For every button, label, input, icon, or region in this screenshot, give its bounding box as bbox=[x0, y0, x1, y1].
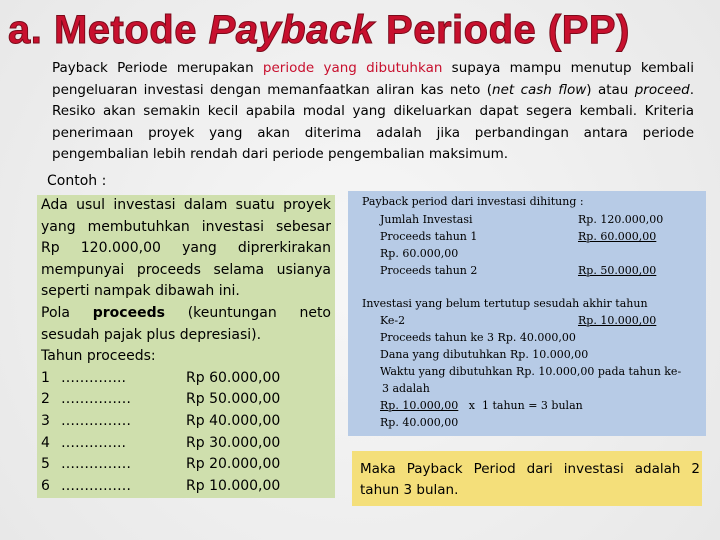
calc-value-year-2: Rp. 10.000,00 bbox=[578, 314, 657, 327]
calc-label-proceeds-1: Proceeds tahun 1 bbox=[380, 230, 478, 243]
calc-uncovered-label: Investasi yang belum tertutup sesudah akhir tahun bbox=[362, 297, 648, 310]
row-year: 6 bbox=[41, 477, 50, 494]
row-year: 3 bbox=[41, 412, 50, 429]
row-year: 4 bbox=[41, 434, 50, 451]
pattern-term-proceeds: proceeds bbox=[92, 304, 165, 321]
row-year: 2 bbox=[41, 391, 50, 408]
calc-time-needed: Waktu yang dibutuhkan Rp. 10.000,00 pada tahun ke- bbox=[380, 365, 682, 378]
calc-fraction-numerator: Rp. 10.000,00 bbox=[380, 399, 459, 412]
row-dots: …………… bbox=[61, 477, 131, 494]
intro-text-3: ) atau bbox=[586, 81, 635, 98]
calc-value-investment: Rp. 120.000,00 bbox=[578, 213, 664, 226]
calc-value-proceeds-2: Rp. 50.000,00 bbox=[578, 264, 657, 277]
proceeds-row bbox=[41, 433, 331, 455]
proceeds-row bbox=[41, 454, 331, 476]
intro-term-net-cash-flow: net cash flow bbox=[492, 81, 587, 98]
example-paragraph: Ada usul investasi dalam suatu proyek yang membutuhkan investasi sebesar Rp 120.000,00 yang diprerkirakan mempunyai proceeds selama usianya seperti nampak dibawah ini. bbox=[41, 197, 331, 300]
row-year: 1 bbox=[41, 369, 50, 386]
intro-paragraph bbox=[52, 58, 694, 166]
row-value: Rp 30.000,00 bbox=[186, 434, 281, 451]
calc-label-investment: Jumlah Investasi bbox=[380, 213, 473, 226]
row-value: Rp 40.000,00 bbox=[186, 412, 281, 429]
calc-label-year-2: Ke-2 bbox=[380, 314, 406, 327]
intro-highlight: periode yang dibutuhkan bbox=[262, 60, 443, 76]
proceeds-row bbox=[41, 389, 331, 411]
calc-fraction bbox=[380, 398, 583, 415]
row-dots: ………….. bbox=[61, 434, 126, 451]
calc-label-proceeds-2: Proceeds tahun 2 bbox=[380, 264, 478, 277]
row-value: Rp 10.000,00 bbox=[186, 477, 281, 494]
row-value: Rp 50.000,00 bbox=[186, 391, 281, 408]
calc-funds-needed: Dana yang dibutuhkan Rp. 10.000,00 bbox=[380, 348, 589, 361]
page-title bbox=[8, 2, 630, 58]
example-text bbox=[41, 195, 331, 497]
intro-text-4: . Resiko akan semakin kecil apabila modal yang dikeluarkan dapat segera kembali. Kriteria penerimaan proyek yang akan diterima adalah jika perbandingan antara periode pengembalian lebih rendah dari periode pengembalian maksimum. bbox=[52, 81, 695, 163]
calc-fraction-denominator: Rp. 40.000,00 bbox=[380, 416, 459, 429]
row-dots: …………… bbox=[61, 412, 131, 429]
row-dots: ………….. bbox=[61, 369, 126, 386]
example-panel bbox=[37, 195, 335, 498]
calc-remaining-1: Rp. 60.000,00 bbox=[380, 247, 459, 260]
calculation-panel bbox=[348, 191, 706, 436]
calc-proceeds-3: Proceeds tahun ke 3 Rp. 40.000,00 bbox=[380, 331, 576, 344]
intro-term-proceed: proceed bbox=[634, 81, 690, 98]
row-dots: …………… bbox=[61, 456, 131, 473]
proceeds-row bbox=[41, 368, 331, 390]
proceeds-row bbox=[41, 476, 331, 498]
pattern-text-1: Pola bbox=[41, 304, 93, 321]
calc-time-needed-2: 3 adalah bbox=[382, 382, 430, 395]
row-value: Rp 60.000,00 bbox=[186, 369, 281, 386]
title-suffix: Periode (PP) bbox=[374, 8, 630, 52]
title-italic: Payback bbox=[208, 8, 375, 52]
pattern-text-2: (keuntungan neto sesudah pajak plus depresiasi). bbox=[41, 304, 331, 343]
row-year: 5 bbox=[41, 456, 50, 473]
proceeds-header: Tahun proceeds: bbox=[41, 348, 156, 365]
title-prefix: a. Metode bbox=[8, 8, 209, 52]
example-label: Contoh : bbox=[47, 173, 107, 189]
proceeds-row bbox=[41, 411, 331, 433]
calc-heading: Payback period dari investasi dihitung : bbox=[362, 195, 584, 208]
conclusion-text: Maka Payback Period dari investasi adalah 2 tahun 3 bulan. bbox=[360, 461, 700, 498]
row-dots: …………… bbox=[61, 391, 131, 408]
proceeds-pattern bbox=[41, 303, 331, 346]
calc-fraction-result: x 1 tahun = 3 bulan bbox=[458, 399, 583, 412]
intro-text-2: supaya mampu menutup kembali pengeluaran investasi dengan memanfaatkan aliran kas neto ( bbox=[52, 60, 694, 98]
calc-value-proceeds-1: Rp. 60.000,00 bbox=[578, 230, 657, 243]
row-value: Rp 20.000,00 bbox=[186, 456, 281, 473]
intro-text-1: Payback Periode merupakan bbox=[52, 60, 263, 76]
conclusion-box bbox=[352, 451, 702, 506]
